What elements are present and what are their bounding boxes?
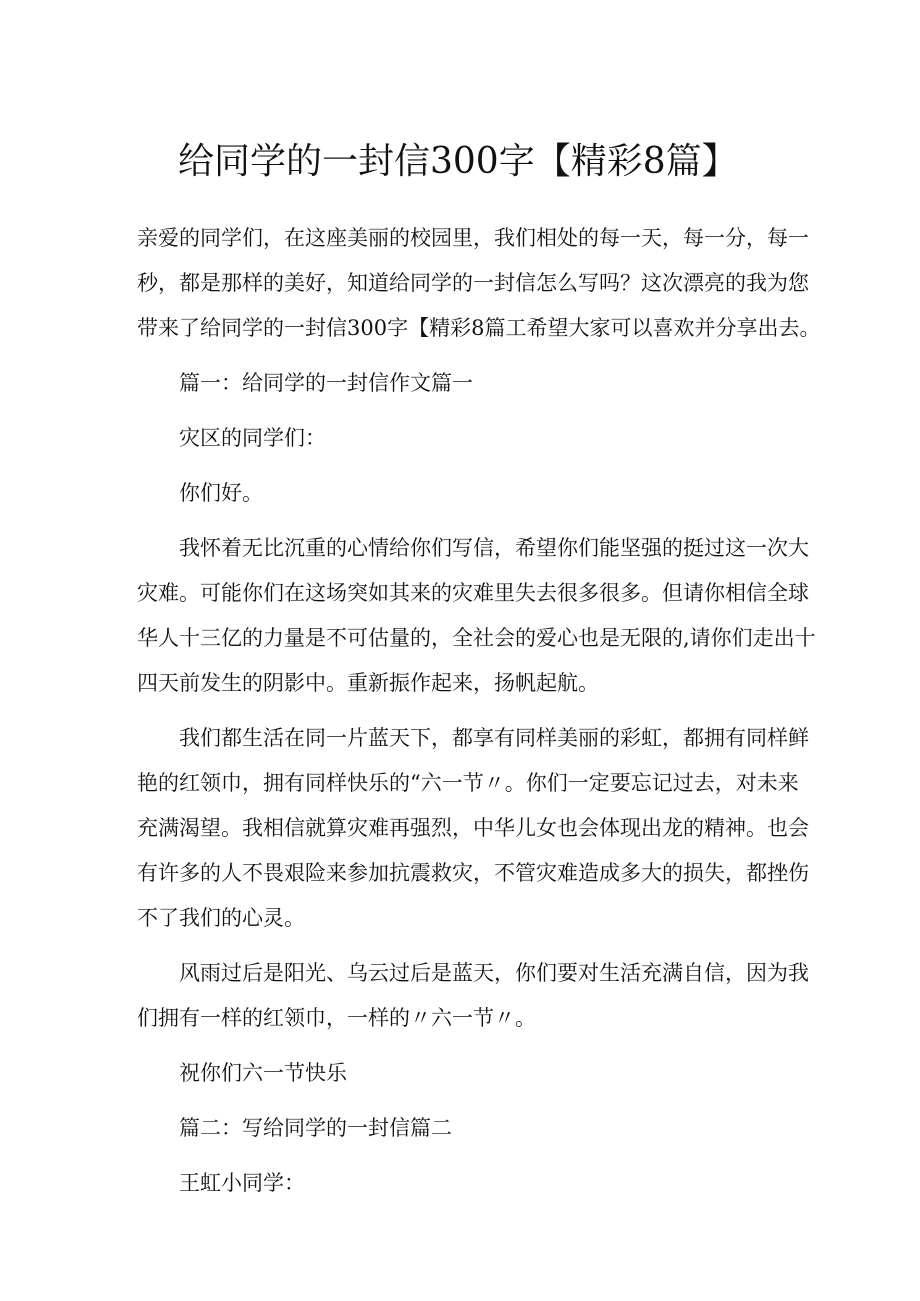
salutation-1: 灾区的同学们：: [179, 426, 326, 450]
letter-paragraph-3: [137, 951, 809, 1041]
intro-line: 秒，都是那样的美好，知道给同学的一封信怎么写吗？这次漂亮的我为您: [137, 271, 809, 295]
greeting-1: 你们好。: [179, 481, 263, 505]
intro-line: 亲爱的同学们，在这座美丽的校园里，我们相处的每一天，每一分，每一: [137, 226, 809, 250]
letter-paragraph-2: [137, 716, 809, 941]
paragraph-line: 们拥有一样的红领巾，一样的〃六一节〃。: [137, 1006, 536, 1030]
closing-1: 祝你们六一节快乐: [179, 1061, 347, 1085]
salutation-2: 王虹小同学：: [179, 1171, 305, 1195]
paragraph-line: 我怀着无比沉重的心情给你们写信，希望你们能坚强的挺过这一次大: [179, 536, 809, 560]
paragraph-line: 灾难。可能你们在这场突如其来的灾难里失去很多很多。但请你相信全球: [137, 581, 809, 605]
section2-heading: 篇二：写给同学的一封信篇二: [179, 1116, 452, 1140]
paragraph-line: 我们都生活在同一片蓝天下，都享有同样美丽的彩虹，都拥有同样鲜: [179, 726, 809, 750]
letter-paragraph-1: [137, 526, 816, 706]
document-body: [137, 216, 821, 1216]
paragraph-line: 艳的红领巾，拥有同样快乐的“六一节〃。你们一定要忘记过去，对未来: [137, 771, 799, 795]
paragraph-line: 四天前发生的阴影中。重新振作起来，扬帆起航。: [137, 671, 599, 695]
paragraph-line: 充满渴望。我相信就算灾难再强烈，中华儿女也会体现出龙的精神。也会: [137, 816, 809, 840]
intro-line: 带来了给同学的一封信300字【精彩8篇工希望大家可以喜欢并分享出去。: [137, 316, 821, 340]
section1-heading: 篇一：给同学的一封信作文篇一: [179, 371, 473, 395]
paragraph-line: 有许多的人不畏艰险来参加抗震救灾，不管灾难造成多大的损失，都挫伤: [137, 861, 809, 885]
paragraph-line: 华人十三亿的力量是不可估量的，全社会的爱心也是无限的,请你们走出十: [137, 626, 816, 650]
paragraph-line: 不了我们的心灵。: [137, 906, 305, 930]
paragraph-line: 风雨过后是阳光、乌云过后是蓝天，你们要对生活充满自信，因为我: [179, 961, 809, 985]
document-title: 给同学的一封信300字【精彩8篇】: [178, 141, 738, 182]
intro-paragraph: [137, 216, 821, 351]
